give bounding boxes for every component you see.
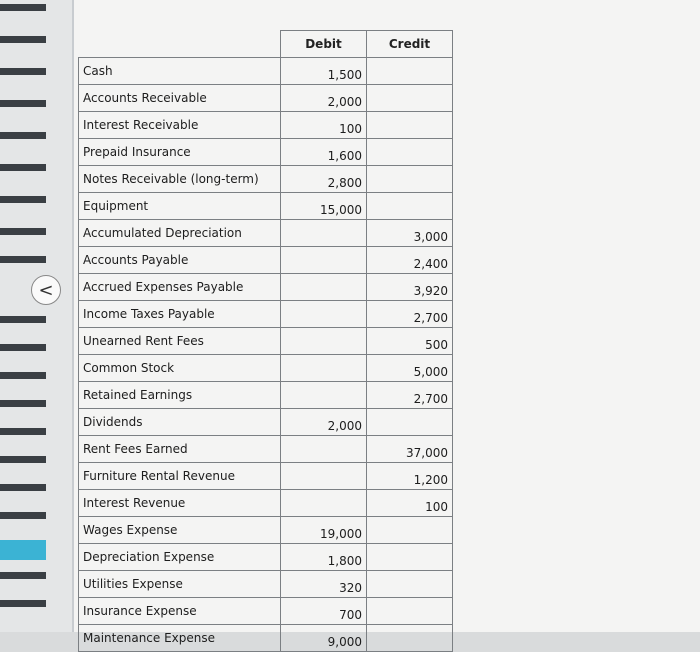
table-row [79, 490, 453, 517]
account-cell: Equipment [79, 193, 281, 220]
table-header-row [79, 31, 453, 58]
trial-balance-table [78, 30, 453, 652]
debit-cell: 1,500 [281, 58, 367, 85]
table-row [79, 625, 453, 652]
table-row [79, 58, 453, 85]
back-button[interactable] [31, 275, 61, 305]
account-cell: Income Taxes Payable [79, 301, 281, 328]
credit-cell [367, 571, 453, 598]
debit-cell: 15,000 [281, 193, 367, 220]
credit-column-header: Credit [367, 31, 453, 58]
debit-cell: 100 [281, 112, 367, 139]
credit-cell [367, 625, 453, 652]
sidebar-stripe [0, 428, 46, 435]
credit-cell [367, 58, 453, 85]
table-row [79, 382, 453, 409]
table-row [79, 328, 453, 355]
sidebar-stripe [0, 100, 46, 107]
account-cell: Accounts Payable [79, 247, 281, 274]
credit-cell: 100 [367, 490, 453, 517]
debit-cell [281, 463, 367, 490]
account-cell: Accumulated Depreciation [79, 220, 281, 247]
left-sidebar-strip [0, 0, 72, 632]
credit-cell: 5,000 [367, 355, 453, 382]
credit-cell [367, 544, 453, 571]
table-row [79, 598, 453, 625]
table-row [79, 166, 453, 193]
account-cell: Depreciation Expense [79, 544, 281, 571]
account-cell: Prepaid Insurance [79, 139, 281, 166]
account-column-header [79, 31, 281, 58]
table-row [79, 274, 453, 301]
account-cell: Retained Earnings [79, 382, 281, 409]
debit-cell: 19,000 [281, 517, 367, 544]
credit-cell [367, 517, 453, 544]
credit-cell [367, 166, 453, 193]
table-row [79, 85, 453, 112]
table-row [79, 463, 453, 490]
credit-cell: 1,200 [367, 463, 453, 490]
account-cell: Notes Receivable (long-term) [79, 166, 281, 193]
sidebar-stripe [0, 256, 46, 263]
sidebar-stripe [0, 372, 46, 379]
table-row [79, 193, 453, 220]
sidebar-stripe [0, 600, 46, 607]
table-row [79, 139, 453, 166]
credit-cell [367, 409, 453, 436]
account-cell: Interest Revenue [79, 490, 281, 517]
account-cell: Wages Expense [79, 517, 281, 544]
trial-balance-page [72, 0, 700, 649]
debit-cell [281, 274, 367, 301]
debit-cell [281, 328, 367, 355]
table-row [79, 247, 453, 274]
sidebar-stripe [0, 400, 46, 407]
sidebar-stripe [0, 4, 46, 11]
credit-cell: 3,000 [367, 220, 453, 247]
debit-cell [281, 355, 367, 382]
debit-cell [281, 220, 367, 247]
debit-cell: 1,800 [281, 544, 367, 571]
account-cell: Dividends [79, 409, 281, 436]
credit-cell: 2,700 [367, 301, 453, 328]
table-row [79, 517, 453, 544]
sidebar-stripe [0, 344, 46, 351]
table-row [79, 220, 453, 247]
account-cell: Accrued Expenses Payable [79, 274, 281, 301]
credit-cell [367, 598, 453, 625]
debit-cell: 1,600 [281, 139, 367, 166]
credit-cell: 2,400 [367, 247, 453, 274]
debit-cell [281, 301, 367, 328]
account-cell: Common Stock [79, 355, 281, 382]
sidebar-stripe [0, 228, 46, 235]
account-cell: Unearned Rent Fees [79, 328, 281, 355]
debit-cell: 2,800 [281, 166, 367, 193]
sidebar-stripe [0, 512, 46, 519]
sidebar-stripe [0, 316, 46, 323]
table-row [79, 112, 453, 139]
account-cell: Rent Fees Earned [79, 436, 281, 463]
sidebar-stripe [0, 164, 46, 171]
chevron-left-icon: < [38, 279, 54, 301]
table-row [79, 301, 453, 328]
debit-cell [281, 490, 367, 517]
sidebar-stripe [0, 36, 46, 43]
table-row [79, 436, 453, 463]
sidebar-stripe [0, 484, 46, 491]
debit-cell: 700 [281, 598, 367, 625]
table-row [79, 544, 453, 571]
table-row [79, 409, 453, 436]
account-cell: Interest Receivable [79, 112, 281, 139]
credit-cell [367, 85, 453, 112]
account-cell: Utilities Expense [79, 571, 281, 598]
debit-cell [281, 247, 367, 274]
sidebar-stripe [0, 456, 46, 463]
credit-cell: 2,700 [367, 382, 453, 409]
debit-column-header: Debit [281, 31, 367, 58]
debit-cell: 9,000 [281, 625, 367, 652]
credit-cell: 3,920 [367, 274, 453, 301]
table-row [79, 355, 453, 382]
sidebar-stripe [0, 68, 46, 75]
account-cell: Furniture Rental Revenue [79, 463, 281, 490]
credit-cell [367, 112, 453, 139]
account-cell: Accounts Receivable [79, 85, 281, 112]
credit-cell [367, 139, 453, 166]
debit-cell: 2,000 [281, 409, 367, 436]
debit-cell [281, 436, 367, 463]
sidebar-stripe [0, 196, 46, 203]
credit-cell: 37,000 [367, 436, 453, 463]
sidebar-accent-stripe [0, 540, 46, 560]
sidebar-stripe [0, 132, 46, 139]
credit-cell: 500 [367, 328, 453, 355]
debit-cell [281, 382, 367, 409]
account-cell: Maintenance Expense [79, 625, 281, 652]
sidebar-stripe [0, 572, 46, 579]
table-row [79, 571, 453, 598]
account-cell: Cash [79, 58, 281, 85]
debit-cell: 2,000 [281, 85, 367, 112]
account-cell: Insurance Expense [79, 598, 281, 625]
debit-cell: 320 [281, 571, 367, 598]
credit-cell [367, 193, 453, 220]
